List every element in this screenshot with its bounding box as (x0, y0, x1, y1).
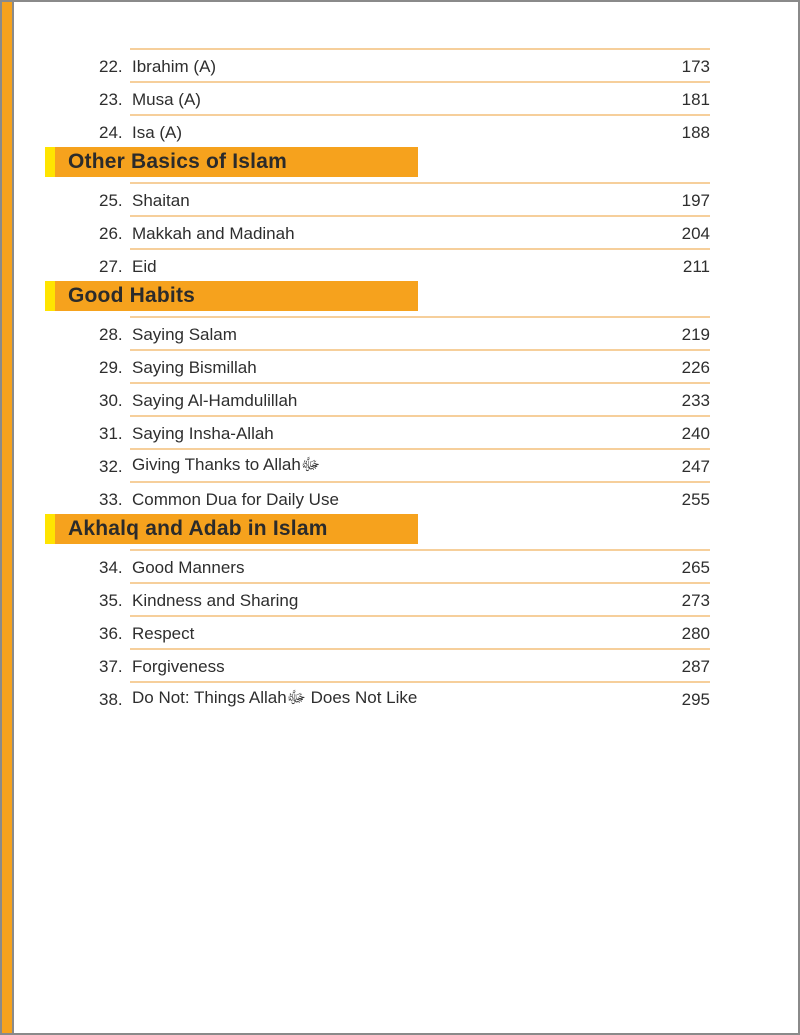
toc-section (2, 147, 798, 281)
table-of-contents (2, 48, 798, 714)
entry-number: 36. (99, 623, 123, 643)
entry-page-number: 197 (681, 190, 710, 210)
entry-number: 29. (99, 357, 123, 377)
entry-title: Eid (132, 256, 157, 276)
entry-number: 33. (99, 489, 123, 509)
section-header-yellow-tab (45, 281, 55, 311)
entry-page-number: 188 (681, 122, 710, 142)
entry-title: Saying Bismillah (132, 357, 257, 377)
entry-page-number: 280 (681, 623, 710, 643)
entry-page-number: 273 (681, 590, 710, 610)
entry-page-number: 204 (681, 223, 710, 243)
toc-section (2, 281, 798, 514)
toc-entry (99, 349, 710, 382)
entry-title: Ibrahim (A) (132, 56, 217, 76)
toc-entry (99, 248, 710, 281)
toc-entry (99, 48, 710, 81)
entry-page-number: 226 (681, 357, 710, 377)
toc-entry (99, 182, 710, 215)
entry-page-number: 233 (681, 390, 710, 410)
entry-number: 31. (99, 423, 123, 443)
entry-title: Shaitan (132, 190, 190, 210)
entry-title: Makkah and Madinah (132, 223, 295, 243)
toc-entry (99, 81, 710, 114)
entry-title: Common Dua for Daily Use (132, 489, 339, 509)
section-header-yellow-tab (45, 147, 55, 177)
entry-title: Good Manners (132, 557, 245, 577)
toc-section (2, 48, 798, 147)
entry-page-number: 173 (681, 56, 710, 76)
toc-entry (99, 648, 710, 681)
entry-number: 22. (99, 56, 123, 76)
entry-number: 24. (99, 122, 123, 142)
section-header (45, 514, 418, 544)
entry-number: 37. (99, 656, 123, 676)
toc-entry (99, 215, 710, 248)
entry-number: 26. (99, 223, 123, 243)
toc-entry (99, 114, 710, 147)
entry-title: Giving Thanks to Allahﷻ (132, 455, 321, 474)
toc-entry (99, 582, 710, 615)
toc-entry (99, 316, 710, 349)
toc-entry (99, 382, 710, 415)
section-header-yellow-tab (45, 514, 55, 544)
toc-entry (99, 415, 710, 448)
entry-title: Saying Salam (132, 324, 237, 344)
entry-page-number: 295 (681, 689, 710, 709)
entry-number: 23. (99, 89, 123, 109)
section-header (45, 147, 418, 177)
entry-number: 38. (99, 689, 123, 709)
entry-page-number: 255 (681, 489, 710, 509)
entry-title: Kindness and Sharing (132, 590, 299, 610)
toc-entry (99, 681, 710, 714)
entry-page-number: 181 (681, 89, 710, 109)
entry-page-number: 287 (681, 656, 710, 676)
toc-section (2, 514, 798, 714)
entry-title: Forgiveness (132, 656, 225, 676)
section-header-label: Akhalq and Adab in Islam (68, 517, 328, 540)
entry-title: Musa (A) (132, 89, 201, 109)
entry-page-number: 211 (682, 256, 710, 276)
toc-entry (99, 549, 710, 582)
section-header (45, 281, 418, 311)
section-header-bar (55, 147, 418, 177)
toc-entry (99, 448, 710, 481)
entry-number: 35. (99, 590, 123, 610)
entry-number: 34. (99, 557, 123, 577)
toc-entry (99, 615, 710, 648)
entry-title: Isa (A) (132, 122, 183, 142)
section-header-bar (55, 514, 418, 544)
entry-number: 25. (99, 190, 123, 210)
toc-entry (99, 481, 710, 514)
section-header-bar (55, 281, 418, 311)
entry-title: Do Not: Things Allahﷻ Does Not Like (132, 688, 418, 707)
entry-number: 30. (99, 390, 123, 410)
entry-page-number: 219 (681, 324, 710, 344)
left-edge-accent-bar (2, 2, 14, 1033)
entry-page-number: 240 (681, 423, 710, 443)
entry-title: Saying Al-Hamdulillah (132, 390, 298, 410)
entry-number: 28. (99, 324, 123, 344)
section-header-label: Other Basics of Islam (68, 150, 287, 173)
entry-number: 32. (99, 456, 123, 476)
entry-title: Saying Insha-Allah (132, 423, 274, 443)
entry-number: 27. (99, 256, 123, 276)
entry-title: Respect (132, 623, 195, 643)
section-header-label: Good Habits (68, 284, 196, 307)
entry-page-number: 265 (681, 557, 710, 577)
entry-page-number: 247 (681, 456, 710, 476)
